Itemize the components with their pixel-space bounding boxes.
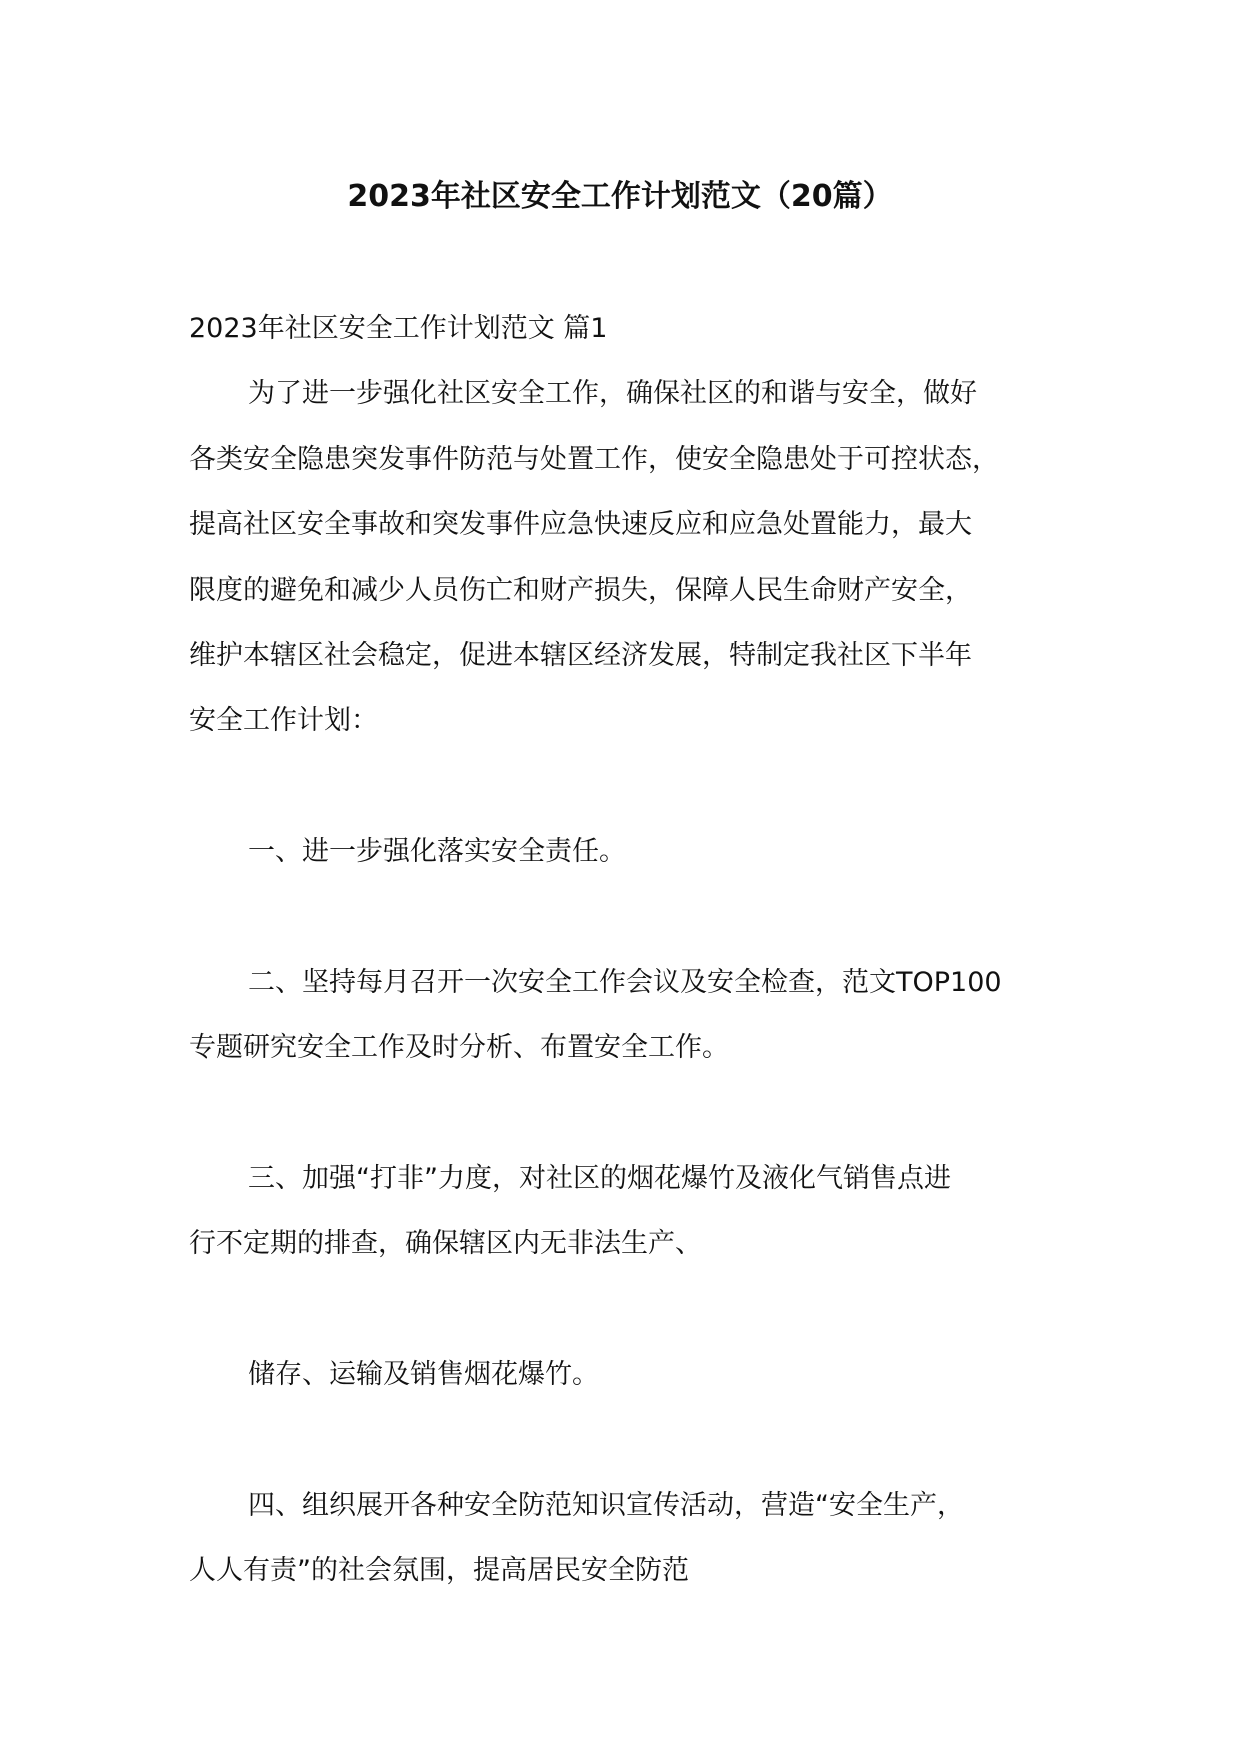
text-line: 二、坚持每月召开一次安全工作会议及安全检查，范文TOP100 [248, 967, 1002, 998]
text-line: 专题研究安全工作及时分析、布置安全工作。 [189, 1032, 729, 1063]
paragraph-item-1: 一、进一步强化落实安全责任。 [248, 836, 626, 867]
text-line: 各类安全隐患突发事件防范与处置工作，使安全隐患处于可控状态， [189, 444, 999, 475]
text-line: 人人有责”的社会氛围，提高居民安全防范 [189, 1555, 689, 1586]
text-line: 三、加强“打非”力度，对社区的烟花爆竹及液化气销售点进 [248, 1163, 951, 1194]
document-title: 2023年社区安全工作计划范文（20篇） [347, 179, 893, 214]
paragraph-continuation: 储存、运输及销售烟花爆竹。 [248, 1359, 599, 1390]
text-line: 为了进一步强化社区安全工作，确保社区的和谐与安全，做好 [248, 378, 977, 409]
text-line: 限度的避免和减少人员伤亡和财产损失，保障人民生命财产安全， [189, 575, 972, 606]
text-line: 提高社区安全事故和突发事件应急快速反应和应急处置能力，最大 [189, 509, 972, 540]
text-line: 安全工作计划： [189, 705, 378, 736]
text-line: 四、组织展开各种安全防范知识宣传活动，营造“安全生产， [248, 1490, 964, 1521]
text-line: 维护本辖区社会稳定，促进本辖区经济发展，特制定我社区下半年 [189, 640, 972, 671]
section-heading: 2023年社区安全工作计划范文 篇1 [189, 313, 608, 344]
text-line: 行不定期的排查，确保辖区内无非法生产、 [189, 1228, 702, 1259]
